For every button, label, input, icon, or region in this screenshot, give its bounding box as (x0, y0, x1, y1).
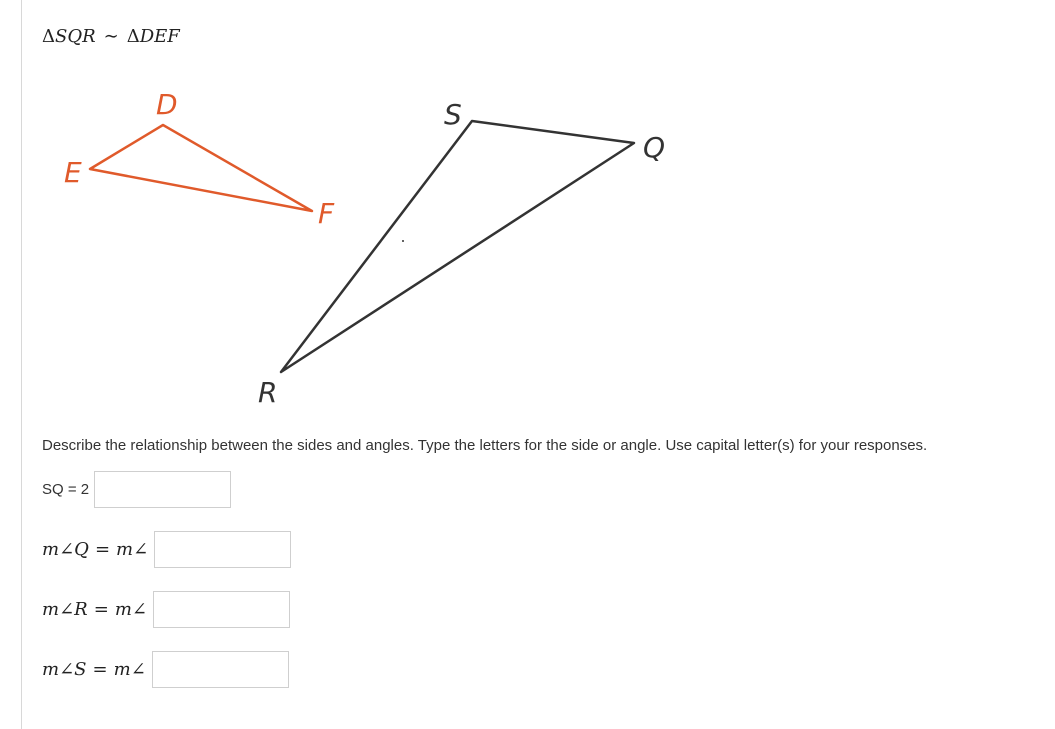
similar-symbol: ∼ (103, 26, 119, 47)
equals-symbol: = (93, 599, 109, 620)
answer-row-angle-q (42, 531, 291, 568)
vertex-label-s: S (444, 98, 462, 131)
angle-symbol: ∠ (59, 539, 75, 560)
angle-r-answer-input[interactable] (153, 591, 290, 628)
answer-row-side (42, 471, 231, 508)
vertex-label-r: R (258, 376, 278, 409)
triangle-sqr-name: SQR (55, 26, 96, 47)
triangle-def (90, 125, 312, 211)
angle-symbol: ∠ (131, 599, 147, 620)
equals-symbol: = (94, 539, 111, 560)
angle-r-prompt (42, 599, 147, 620)
delta-symbol: Δ (42, 26, 55, 47)
angle-symbol: ∠ (130, 659, 146, 680)
angle-s-answer-input[interactable] (152, 651, 289, 688)
equals-symbol: = (92, 659, 108, 680)
answer-row-angle-s (42, 651, 289, 688)
triangle-def-name: DEF (139, 26, 180, 47)
angle-q-answer-input[interactable] (154, 531, 291, 568)
answer-row-angle-r (42, 591, 290, 628)
instructions-text: Describe the relationship between the sides and angles. Type the letters for the side or angle. Use capital letter(s) for your responses. (42, 437, 928, 454)
m-symbol: m (42, 539, 60, 560)
vertex-label-q: Q (643, 131, 666, 164)
side-prompt-label: SQ = 2 (42, 481, 90, 498)
center-dot (402, 240, 404, 242)
angle-letter: S (74, 659, 87, 680)
vertex-label-e: E (64, 156, 82, 189)
vertex-label-f: F (318, 197, 335, 230)
angle-symbol: ∠ (59, 659, 75, 680)
triangle-sqr (281, 121, 634, 372)
m-symbol: m (114, 599, 132, 620)
side-answer-input[interactable] (94, 471, 231, 508)
delta-symbol: Δ (126, 26, 140, 47)
m-symbol: m (116, 539, 134, 560)
m-symbol: m (42, 659, 60, 680)
m-symbol: m (113, 659, 131, 680)
angle-letter: R (74, 599, 88, 620)
m-symbol: m (42, 599, 60, 620)
angle-letter: Q (74, 539, 89, 560)
angle-q-prompt (42, 539, 148, 560)
angle-s-prompt (42, 659, 146, 680)
angle-symbol: ∠ (133, 539, 149, 560)
angle-symbol: ∠ (59, 599, 75, 620)
vertex-label-d: D (156, 88, 178, 121)
